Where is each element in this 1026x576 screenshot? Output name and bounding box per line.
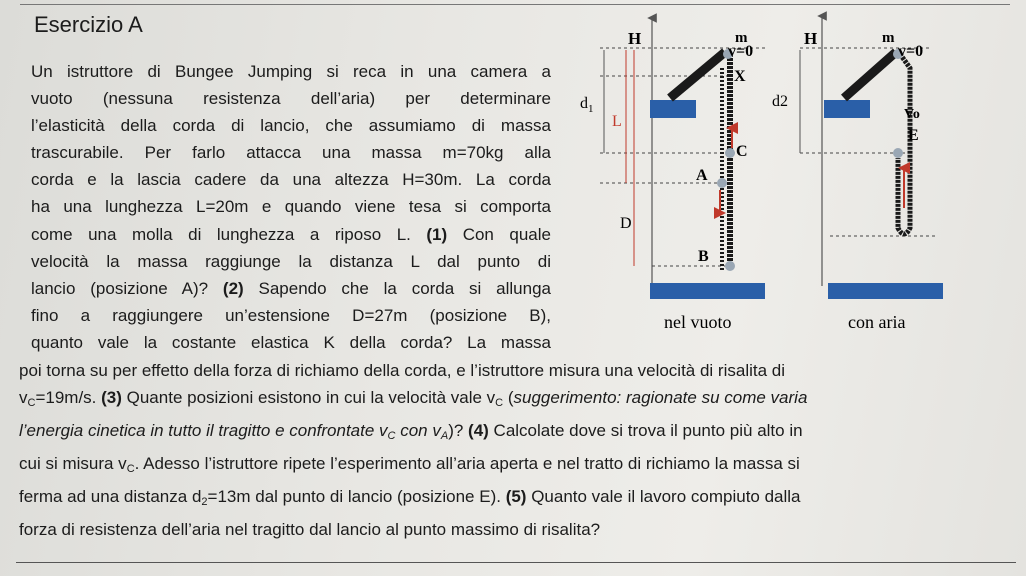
label-v0: v=0	[898, 43, 924, 60]
problem-text-top	[31, 58, 551, 356]
text-line: come una molla di lunghezza a riposo L. (1) Con quale	[31, 224, 551, 244]
label-v0: v=0	[728, 43, 754, 60]
question-number: (3)	[101, 388, 122, 408]
caption-vacuum: nel vuoto	[664, 312, 732, 332]
top-rule	[20, 4, 1010, 5]
label-H: H	[628, 29, 642, 48]
label-X: X	[734, 68, 746, 85]
exercise-title: Esercizio A	[34, 12, 143, 37]
question-number: (2)	[222, 278, 244, 298]
text-line: vuoto (nessuna resistenza dell’aria) per determinare	[31, 89, 551, 109]
mass-A	[717, 178, 727, 188]
label-d2: d2	[772, 93, 788, 110]
label-m: m	[882, 30, 895, 46]
question-number: (4)	[468, 421, 489, 441]
text-line: forza di resistenza dell’aria nel tragitto dal lancio al punto massimo di risalita?	[19, 520, 601, 540]
text-line: quanto vale la costante elastica K della corda? La massa	[31, 332, 551, 352]
label-H: H	[804, 29, 818, 48]
text-line: fino a raggiungere un’estensione D=27m (posizione B),	[31, 305, 551, 325]
ground-platform	[650, 283, 765, 299]
label-E: E	[908, 127, 919, 144]
label-vo: Vo	[904, 107, 920, 122]
text-line: velocità la massa raggiunge la distanza L dal punto di	[31, 251, 551, 271]
mass-E	[893, 148, 903, 158]
label-D: D	[620, 215, 632, 232]
label-B: B	[698, 248, 709, 265]
jump-arm	[670, 52, 725, 98]
problem-text-bottom	[19, 357, 979, 544]
vacuum-panel	[580, 18, 765, 332]
text-line: corda e la lascia cadere da una altezza H=30m. La corda	[31, 170, 551, 190]
text-line: cui si misura $v_C$. Adesso l’istruttore ripete l’esperimento all’aria aperta e nel tratto di richiamo la massa si	[19, 454, 800, 476]
mass-C	[725, 148, 735, 158]
label-d1: $d_1$	[580, 95, 594, 115]
launch-platform	[650, 100, 696, 118]
label-L: L	[612, 113, 622, 130]
caption-air: con aria	[848, 312, 906, 332]
bungee-diagram	[560, 8, 1010, 348]
question-number: (1)	[426, 224, 448, 244]
launch-platform	[824, 100, 870, 118]
air-panel	[772, 16, 943, 332]
mass-B	[725, 261, 735, 271]
bottom-rule	[16, 562, 1016, 563]
text-line: l’elasticità della corda di lancio, che assumiamo di massa	[31, 116, 551, 136]
text-line: Un istruttore di Bungee Jumping si reca in una camera a	[31, 62, 551, 81]
jump-arm	[844, 52, 896, 98]
label-C: C	[736, 143, 748, 160]
text-line: trascurabile. Per farlo attacca una massa m=70kg alla	[31, 143, 551, 163]
text-line: poi torna su per effetto della forza di richiamo della corda, e l’istruttore misura una velocità di risalita di	[19, 361, 786, 380]
question-number: (5)	[505, 487, 527, 507]
text-line: ferma ad una distanza $d_2=13m$ dal punto di lancio (posizione E). (5) Quanto vale il lavoro compiuto dalla	[19, 487, 801, 509]
text-line: lancio (posizione A)? (2) Sapendo che la corda si allunga	[31, 278, 551, 298]
text-line: $v_C=19m/s$. (3) Quante posizioni esistono in cui la velocità vale $v_C$ (suggerimento: ragionate su come varia	[19, 388, 808, 410]
label-A: A	[696, 167, 708, 184]
label-m: m	[735, 30, 748, 46]
text-line: l’energia cinetica in tutto il tragitto e confrontate $v_C$ con $v_A$)? (4) Calcolate dove si trova il punto più alto in	[19, 421, 803, 443]
text-line: ha una lunghezza L=20m e quando viene tesa si comporta	[31, 197, 551, 217]
ground-platform	[828, 283, 943, 299]
